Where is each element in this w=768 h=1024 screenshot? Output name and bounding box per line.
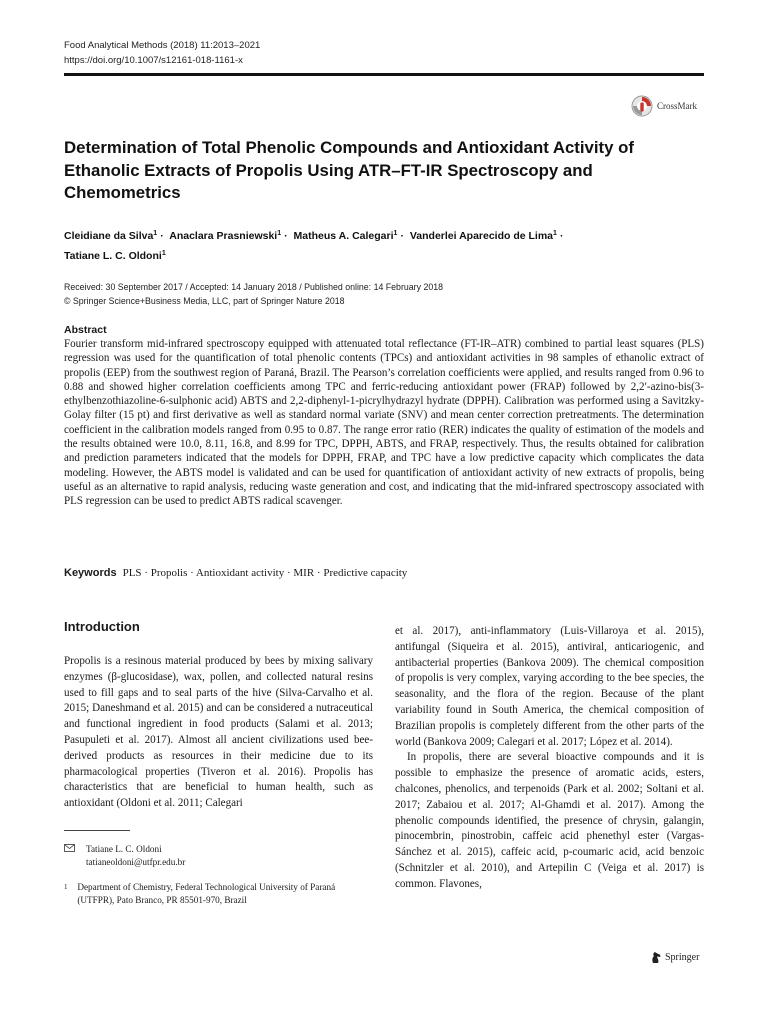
- section-heading-introduction: Introduction: [64, 619, 140, 634]
- body-paragraph: et al. 2017), anti-inflammatory (Luis-Villaroya et al. 2015), antifungal (Siqueira et al. 2015), antiviral, anticariogenic, and antibacterial properties (Bankova 2009). The chemical composition of propolis is very complex, varying according to the bee species, the seasonality, and the flora of the region. Because of the plant variability found in South America, the chemical composition of Brazilian propolis is completely different from the other parts of the world (Bankova 2009; Calegari et al. 2017; López et al. 2014).: [395, 625, 704, 748]
- body-paragraph: Propolis is a resinous material produced by bees by mixing salivary enzymes (β-glucosidase), wax, pollen, and collected natural resins used to fill gaps and to seal parts of the hive (Silva-Carvalho et al. 2015; Daneshmand et al. 2015) and can be considered a nutraceutical and functional ingredient in food products (Salami et al. 2013; Pasupuleti et al. 2017). Almost all ancient civilizations used bee-derived products as resources in their medicine due to its pharmacological properties (Tiveron et al. 2016). Propolis has characteristics that are beneficial to human health, such as antioxidant (Oldoni et al. 2011; Calegari: [64, 655, 373, 810]
- left-column: [64, 618, 373, 812]
- keywords-label: Keywords: [64, 567, 117, 579]
- abstract-section: [64, 324, 704, 509]
- corresponding-email[interactable]: tatianeoldoni@utfpr.edu.br: [86, 857, 186, 867]
- affiliation-marker: 1: [161, 250, 166, 257]
- affiliation-footnote: [64, 881, 364, 907]
- keywords-line: [64, 567, 407, 579]
- header-rule: [64, 73, 704, 76]
- journal-header: [64, 38, 260, 68]
- corresponding-name: Tatiane L. C. Oldoni: [86, 844, 162, 854]
- right-column: [395, 624, 704, 893]
- author-name[interactable]: Anaclara Prasniewski: [169, 230, 278, 242]
- affiliation-marker: 1: [553, 230, 557, 237]
- affiliation-marker: 1: [393, 230, 398, 237]
- author-name[interactable]: Matheus A. Calegari: [293, 230, 394, 242]
- copyright-line: © Springer Science+Business Media, LLC, part of Springer Nature 2018: [64, 295, 345, 306]
- author-name[interactable]: Cleidiane da Silva: [64, 230, 154, 242]
- publisher-logo: [650, 951, 699, 964]
- corresponding-author-footnote: [64, 843, 185, 869]
- journal-citation: Food Analytical Methods (2018) 11:2013–2021: [64, 40, 261, 51]
- author-separator: ·: [160, 230, 164, 242]
- abstract-body: Fourier transform mid-infrared spectroscopy equipped with attenuated total reflectance (FT-IR–ATR) combined to partial least squares (PLS) regression was used for the quantification of total phenolic contents (TPCs) and antioxidant activities in 98 samples of ethanolic extract of propolis (EEP) from the southwest region of Paraná, Brazil. The Pearson’s correlation coefficients were applied, and results ranged from 0.96 to 0.88 and showed higher correlation coefficients among TPC and ferric-reducing antioxidant power (FRAP) followed by 2,2′-azino-bis(3-ethylbenzothiazoline-6-sulphonic acid) ABTS and 2,2-diphenyl-1-picrylhydrazyl hydrate (DPPH). Calibration was performed using a Savitzky-Golay filter (15 pt) and first derivative as well as standard normal variate (SNV) and mean center correction pretreatments. The determination coefficient in the calibration models ranged from 0.95 to 0.87. The range error ratio (RER) indicates the quality of estimation of the models and the results obtained were 10.0, 8.11, 16.8, and 8.99 for TPC, DPPH, ABTS, and FRAP, respectively. Thus, the results obtained for calibration and prediction parameters indicated that the models for DPPH, FRAP, and TPC have a low predictive capacity which complicates the data modeling. However, the ABTS model is validated and can be used for quantification of antioxidant activity of new extracts of propolis, being useful as an alternative to rapid analysis, reducing waste generation and cost, and indicating that the mid-infrared spectroscopy associated with PLS regression can be used to predict ABTS radical scavenger.: [64, 338, 704, 508]
- publication-dates: [64, 281, 443, 308]
- author-separator: ·: [559, 230, 564, 242]
- article-title: Determination of Total Phenolic Compounds and Antioxidant Activity of Ethanolic Extracts of Propolis Using ATR–FT-IR Spectroscopy and Chemometrics: [64, 138, 634, 202]
- publisher-name: Springer: [665, 952, 700, 963]
- author-list: [64, 225, 664, 265]
- author-name[interactable]: Tatiane L. C. Oldoni: [64, 250, 162, 262]
- journal-doi[interactable]: https://doi.org/10.1007/s12161-018-1161-x: [64, 55, 243, 66]
- crossmark-badge[interactable]: [631, 95, 697, 117]
- author-separator: ·: [284, 230, 288, 242]
- affiliation-marker: 1: [153, 230, 158, 237]
- crossmark-label: CrossMark: [657, 101, 697, 111]
- envelope-icon: [64, 843, 86, 869]
- affiliation-text: Department of Chemistry, Federal Technological University of Paraná (UTFPR), Pato Branco, PR 85501-970, Brazil: [77, 882, 336, 905]
- keywords-text: PLS · Propolis · Antioxidant activity · MIR · Predictive capacity: [122, 567, 408, 579]
- author-separator: ·: [400, 230, 404, 242]
- history-dates: Received: 30 September 2017 / Accepted: 14 January 2018 / Published online: 14 February 2018: [64, 282, 444, 292]
- author-name[interactable]: Vanderlei Aparecido de Lima: [409, 230, 554, 242]
- affiliation-number: 1: [64, 883, 68, 891]
- crossmark-icon: [631, 95, 653, 117]
- abstract-heading: Abstract: [64, 324, 107, 336]
- body-paragraph: In propolis, there are several bioactive compounds and it is possible to emphasize the presence of aromatic acids, esters, chalcones, phenolics, and terpenoids (Park et al. 2002; Soltani et al. 2017; Zabaiou et al. 2017; Al-Ghamdi et al. 2017). Among the phenolic compounds identified, the presence of chrysin, galangin, pinocembrin, pinostrobin, caffeic acid phenethyl ester (Vargas-Sánchez et al. 2015), caffeic acid, p-coumaric acid, acid benzoic (Schnitzler et al. 2010), and Artepilin C (Veiga et al. 2017) is common. Flavones,: [395, 751, 704, 890]
- springer-horse-icon: [650, 951, 662, 964]
- footnote-rule: [64, 830, 130, 831]
- affiliation-marker: 1: [277, 230, 282, 237]
